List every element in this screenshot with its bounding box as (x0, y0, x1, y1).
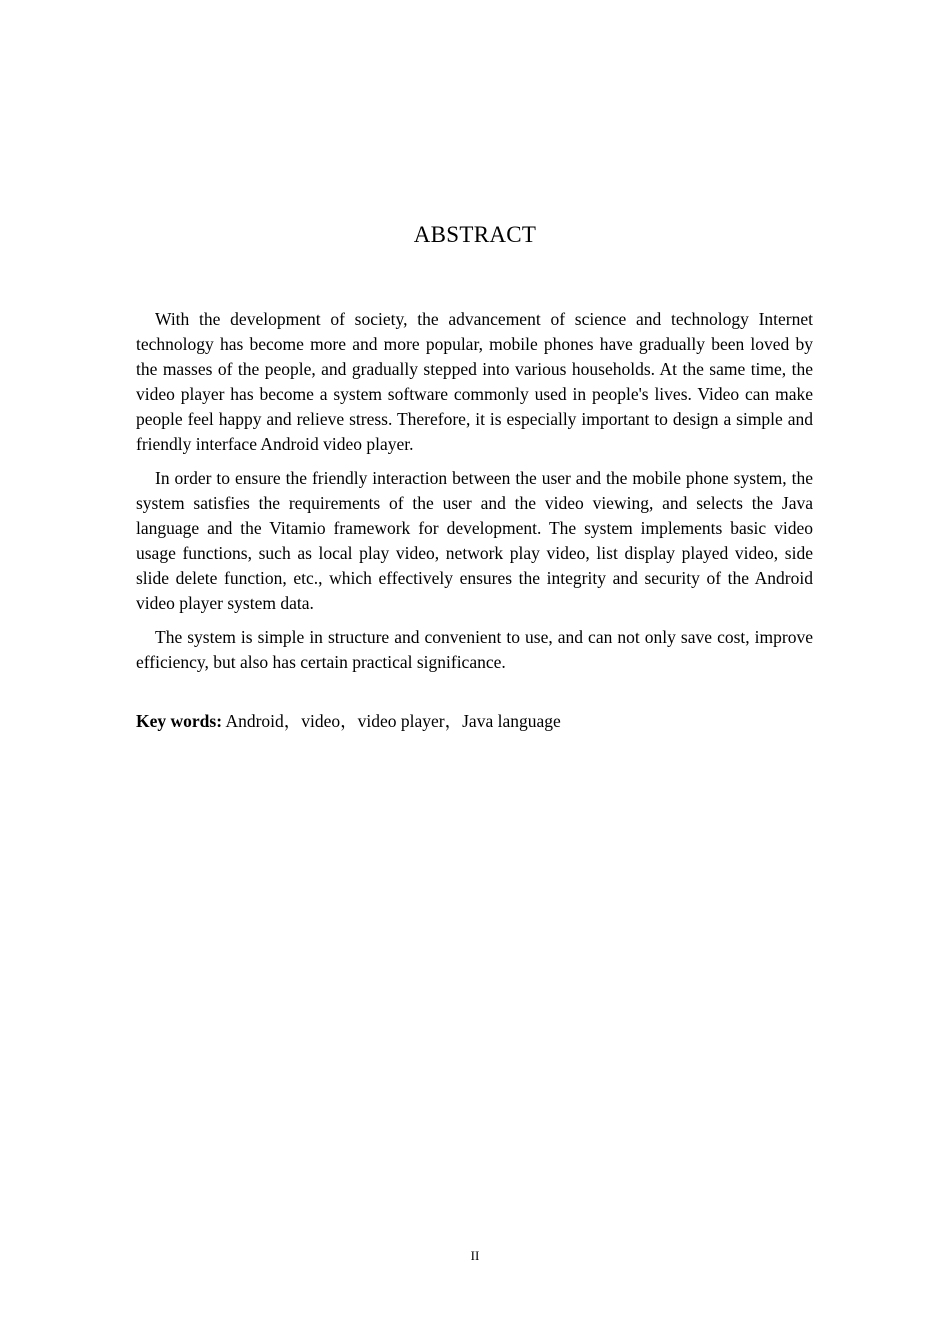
abstract-title: ABSTRACT (413, 222, 537, 247)
keywords-label: Key words: (136, 711, 223, 731)
page-number: II (470, 1248, 480, 1263)
abstract-paragraph-2: In order to ensure the friendly interaction between the user and the mobile phone system, the system satisfies the requirements of the user and the video viewing, and selects the Java language and the Vitamio framework for development. The system implements basic video usage functions, such as local play video, network play video, list display played video, side slide delete function, etc., which effectively ensures the integrity and security of the Android video player system data. (136, 468, 813, 613)
keywords-line (136, 709, 813, 734)
abstract-paragraph-1: With the development of society, the advancement of science and technology Internet technology has become more and more popular, mobile phones have gradually been loved by the masses of the people, and gradually stepped into various households. At the same time, the video player has become a system software commonly used in people's lives. Video can make people feel happy and relieve stress. Therefore, it is especially important to design a simple and friendly interface Android video player. (136, 309, 813, 454)
abstract-paragraph-3: The system is simple in structure and convenient to use, and can not only save cost, improve efficiency, but also has certain practical significance. (136, 627, 813, 672)
keywords-list: Android，video，video player，Java language (222, 711, 561, 731)
abstract-body (136, 307, 813, 684)
